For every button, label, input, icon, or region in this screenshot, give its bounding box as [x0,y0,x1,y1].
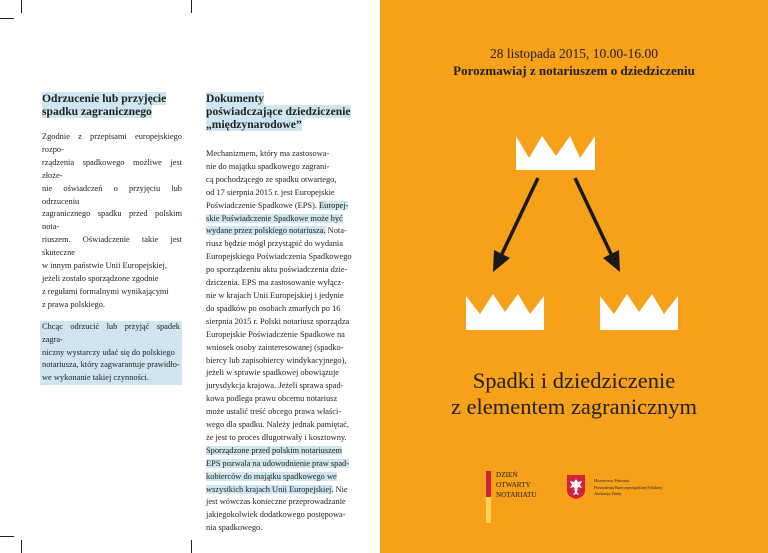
text-line: Europejskie Poświadczenie Spadkowe na [206,329,345,339]
honorary-patronage-logo [566,474,662,500]
text-line: Chcąc odrzucić lub przyjąć spadek zagra- [42,321,180,344]
crown-icon [600,294,678,330]
crown-illustration [380,0,768,360]
text-line: jeżeli zostało sporządzone zgodnie [42,273,159,283]
text-line: kobierców do majątku spadkowego we [206,471,337,481]
middle-heading-line: poświadczające dziedziczenie [206,105,351,118]
text-line: cą pochodzącego ze spadku otwartego, [206,174,337,184]
text-line: niczny wystarczy udać się do polskiego [42,347,175,357]
text-line: skie Poświadczenie Spadkowe może być [206,213,343,223]
event-date: 28 listopada 2015, 10.00-16.00 [490,46,658,61]
logo-text [496,471,537,523]
middle-column [206,92,361,535]
text-line: kowa podlega prawu obcemu notariusz [206,394,338,404]
text-line: nia spadkowego. [206,523,263,533]
crown-icon [466,294,544,330]
text-line: sierpnia 2015 r. Polski notariusz sporządza [206,316,350,326]
middle-heading [206,92,361,131]
left-paragraph-1 [42,131,182,312]
left-heading-line: spadku zagranicznego [42,105,152,118]
text-line: biercy lub zapisobiercy windykacyjnego), [206,355,347,365]
left-column [42,92,182,385]
text-line: jakiegokolwiek dodatkowego postępowa- [206,510,346,520]
text-line: jeżeli w sprawie spadkowej obowiązuje [206,368,340,378]
text-line: po sporządzeniu aktu poświadczenia dzie- [206,265,348,275]
text-line: riusz będzie mógł przystąpić do wydania [206,239,343,249]
text-line: z regułami formalnymi wynikającymi [42,286,169,296]
text-line: Europejskiego Poświadczenia Spadkowego [206,252,352,262]
logo-line: OTWARTY [496,480,531,489]
text-line: może ustalić treść obcego prawa właści- [206,407,342,417]
arrow-icon [575,178,620,272]
text-line: Mechanizmem, który ma zastosowa- [206,149,330,158]
text-line: wszystkich krajach Unii Europejskiej. Nie [206,484,348,494]
text-line: w innym państwie Unii Europejskiej, [42,261,167,271]
polish-eagle-emblem-icon [566,474,586,500]
text-line: dziczenia. EPS ma zastosowanie wyłącz- [206,278,344,288]
left-heading [42,92,182,118]
brochure-title [380,368,768,420]
text-line: z prawa polskiego. [42,299,106,309]
text-line: że jest to proces długotrwały i kosztowny. [206,432,347,442]
text-line: Sporządzone przed polskim notariuszem [206,445,343,455]
middle-body [206,148,361,535]
text-line: nie w krajach Unii Europejskiej i jedynie [206,290,344,300]
event-subtitle: Porozmawiaj z notariuszem o dziedziczeniu [453,63,695,78]
title-line-2: z elementem zagranicznym [450,394,698,419]
text-line: rządzenia spadkowego możliwe jest złoże- [42,157,182,180]
text-line: notariusza, który zagwarantuje prawidło- [42,360,180,370]
text-line: zagranicznego spadku przed polskim nota- [42,209,182,232]
text-line: nie do majątku spadkowego zagrani- [206,161,330,171]
patronage-text [594,478,662,500]
text-line: nie oświadczeń o przyjęciu lub odrzuceniu [42,183,182,206]
text-line: do spadków po osobach zmarłych po 16 [206,303,341,313]
arrow-icon [493,178,538,272]
text-line: riuszem. Oświadczenie takie jest skuteczne [42,235,182,258]
text-line: wniosek osoby zainteresowanej (spadko- [206,342,344,352]
patronage-line: Prezydenta Rzeczypospolitej Polskiej [594,484,662,490]
logo-line: DZIEŃ [496,471,518,479]
text-line: od 17 sierpnia 2015 r. jest Europejskie [206,187,335,197]
text-line: Poświadczenie Spadkowe (EPS). Europej- [206,200,349,210]
text-line: wydane przez polskiego notariusza. Nota- [206,226,347,236]
text-line: we wykonanie takiej czynności. [42,373,149,383]
middle-heading-line: „międzynarodowe” [206,118,302,131]
text-line: jurysdykcja krajowa. Jeżeli sprawa spad- [206,381,344,391]
patronage-line: Andrzeja Dudy [594,491,622,496]
title-line-1: Spadki i dziedziczenie [472,368,676,393]
text-line: Zgodnie z przepisami europejskiego rozpo- [42,132,182,154]
left-heading-line: Odrzucenie lub przyjęcie [42,92,167,105]
crown-icon [516,136,595,170]
text-line: wego dla spadku. Należy jednak pamiętać, [206,420,350,430]
left-paragraph-2-highlighted [40,321,182,386]
patronage-line: Honorowy Patronat [594,478,630,483]
text-line: EPS pozwala na udowodnienie praw spad- [206,458,350,468]
logo-bar [486,471,491,523]
text-line: jest wówczas konieczne przeprowadzanie [206,497,346,507]
notary-open-day-logo [486,471,537,523]
logo-line: NOTARIATU [496,490,537,499]
middle-heading-line: Dokumenty [206,92,264,105]
